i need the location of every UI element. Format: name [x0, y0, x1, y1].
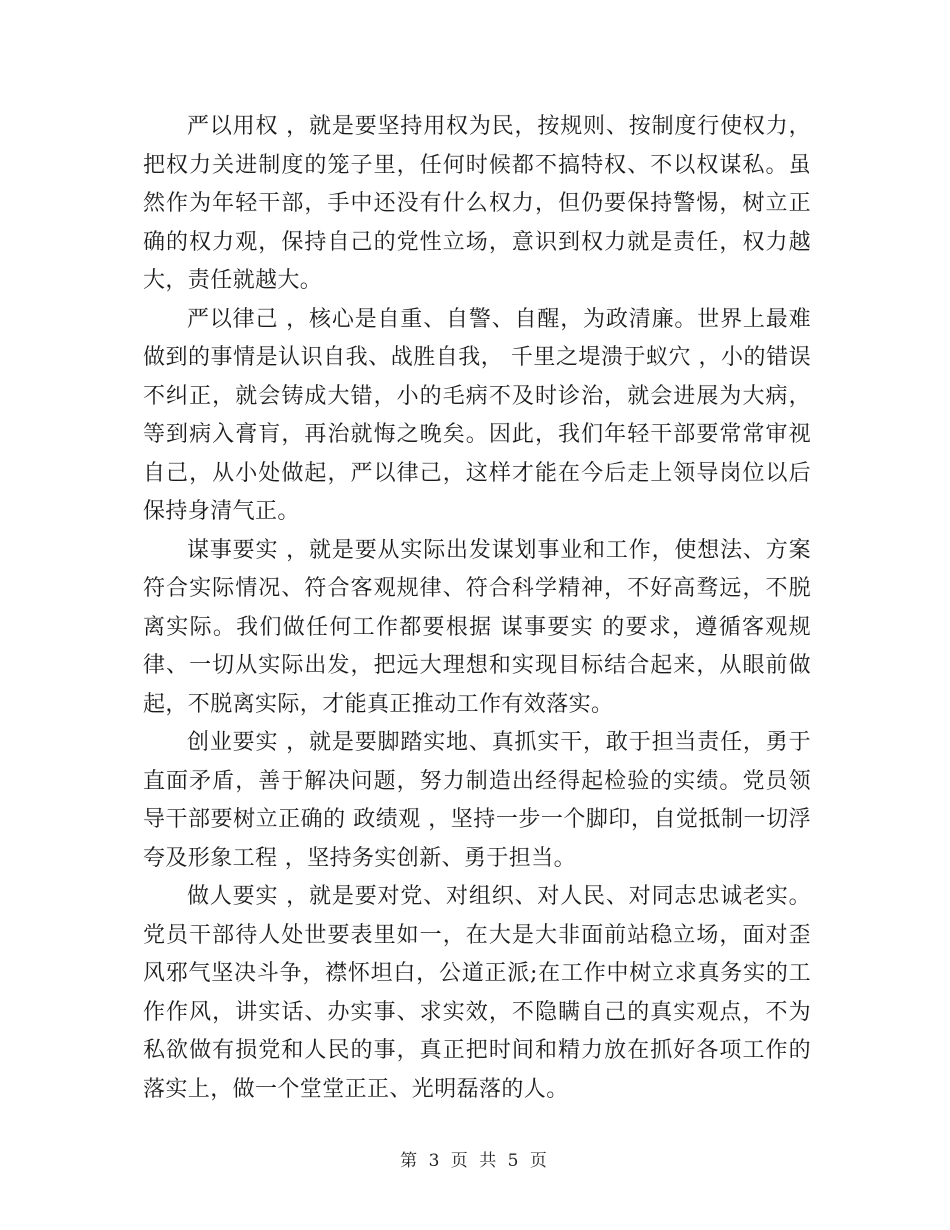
document-body	[143, 108, 811, 1109]
paragraph-practical-planning: 谋事要实 ，就是要从实际出发谋划事业和工作，使想法、方案符合实际情况、符合客观规律、符合科学精神，不好高骛远，不脱离实际。我们做任何工作都要根据 谋事要实 的要求，遵循客观规律、一切从实际出发，把远大理想和实现目标结合起来，从眼前做起，不脱离实际，才能真正推动工作有效落实。	[143, 537, 811, 717]
paragraph-strict-self-discipline: 严以律己 ，核心是自重、自警、自醒，为政清廉。世界上最难做到的事情是认识自我、战胜自我， 千里之堤溃于蚁穴 ，小的错误不纠正，就会铸成大错，小的毛病不及时诊治，就会进展为大病，等到病入膏肓，再治就悔之晚矣。因此，我们年轻干部要常常审视自己，从小处做起，严以律己，这样才能在今后走上领导岗位以后保持身清气正。	[143, 306, 811, 524]
paragraph-strict-power: 严以用权 ，就是要坚持用权为民，按规则、按制度行使权力，把权力关进制度的笼子里，任何时候都不搞特权、不以权谋私。虽然作为年轻干部，手中还没有什么权力，但仍要保持警惕，树立正确的权力观，保持自己的党性立场，意识到权力就是责任，权力越大，责任就越大。	[143, 114, 811, 293]
paragraph-practical-conduct: 做人要实 ，就是要对党、对组织、对人民、对同志忠诚老实。党员干部待人处世要表里如一，在大是大非面前站稳立场，面对歪风邪气坚决斗争，襟怀坦白，公道正派;在工作中树立求真务实的工作作风，讲实话、办实事、求实效，不隐瞒自己的真实观点，不为私欲做有损党和人民的事，真正把时间和精力放在抓好各项工作的落实上，做一个堂堂正正、光明磊落的人。	[143, 884, 811, 1102]
page-number-footer: 第 3 页 共 5 页	[400, 1151, 550, 1171]
paragraph-practical-enterprise: 创业要实 ，就是要脚踏实地、真抓实干，敢于担当责任，勇于直面矛盾，善于解决问题，努力制造出经得起检验的实绩。党员领导干部要树立正确的 政绩观 ，坚持一步一个脚印，自觉抵制一切浮夸及形象工程 ，坚持务实创新、勇于担当。	[143, 730, 811, 871]
